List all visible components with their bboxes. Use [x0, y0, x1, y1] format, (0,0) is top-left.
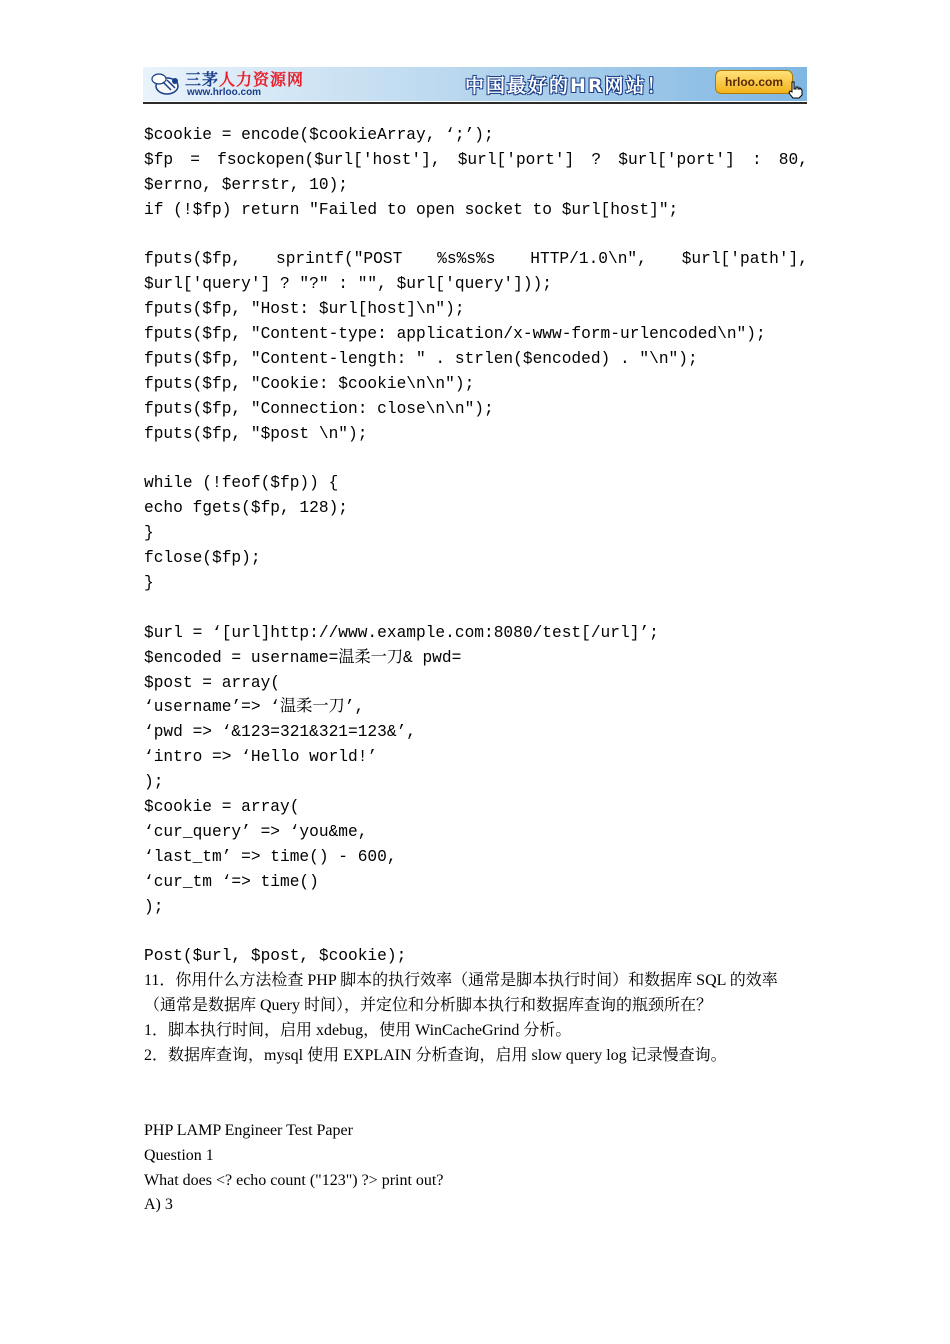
code-line — [144, 148, 808, 173]
document-body — [144, 123, 808, 1218]
code-token: 80, — [778, 150, 808, 169]
code-line: $cookie = encode($cookieArray, ‘;’); — [144, 126, 494, 144]
code-token: $url['path'], — [681, 250, 808, 269]
answer-point-2: 2．数据库查询，mysql 使用 EXPLAIN 分析查询，启用 slow query log 记录慢查询。 — [144, 1047, 727, 1064]
code-token: : — [751, 150, 762, 169]
code-token: = — [190, 150, 200, 169]
code-line: $cookie = array( — [144, 798, 300, 817]
code-blank-line — [144, 920, 808, 945]
code-blank-line — [144, 447, 808, 472]
code-line: echo fgets($fp, 128); — [144, 499, 348, 518]
code-token: HTTP/1.0\n", — [530, 250, 647, 269]
paper-title: PHP LAMP Engineer Test Paper — [144, 1121, 353, 1139]
banner-slogan: 中国最好的HR网站！ — [465, 75, 668, 97]
code-line: while (!feof($fp)) { — [144, 474, 339, 493]
code-line: $errno, $errstr, 10); — [144, 175, 348, 194]
code-line: fputs($fp, "$post \n"); — [144, 424, 368, 443]
code-line: fputs($fp, "Cookie: $cookie\n\n"); — [144, 374, 475, 393]
code-line: if (!$fp) return "Failed to open socket to $url[host]"; — [144, 200, 679, 219]
code-token: sprintf("POST — [276, 250, 403, 269]
code-line: ‘cur_tm ‘=> time() — [144, 872, 319, 891]
code-line: ‘username’=> ‘温柔一刀’, — [144, 698, 365, 717]
section-spacer — [144, 1069, 808, 1119]
code-token: $url['port'] — [618, 150, 735, 169]
option-a: A) 3 — [144, 1196, 173, 1214]
header-banner[interactable] — [143, 67, 807, 101]
code-line: fputs($fp, "Content-type: application/x-www-form-urlencoded\n"); — [144, 325, 766, 344]
question-text: What does <? echo count ("123") ?> print out? — [144, 1171, 444, 1189]
question-11-line-1: 11．你用什么方法检查 PHP 脚本的执行效率（通常是脚本执行时间）和数据库 SQL 的效率 — [144, 972, 778, 990]
code-line: Post($url, $post, $cookie); — [144, 947, 407, 966]
hand-cursor-icon — [787, 81, 803, 99]
brand-url: www.hrloo.com — [187, 87, 262, 98]
code-line: $url = ‘[url]http://www.example.com:8080/test[/url]’; — [144, 623, 659, 642]
code-line: ‘last_tm’ => time() - 600, — [144, 847, 397, 866]
bee-logo-icon — [147, 69, 183, 99]
code-line: ); — [144, 897, 164, 916]
code-line: $encoded = username=温柔一刀& pwd= — [144, 648, 462, 667]
code-token: $fp — [144, 150, 174, 169]
code-line: $url['query'] ? "?" : "", $url['query'])); — [144, 275, 552, 294]
code-line: fputs($fp, "Content-length: " . strlen($encoded) . "\n"); — [144, 350, 698, 369]
code-line: ); — [144, 773, 164, 792]
code-blank-line — [144, 596, 808, 621]
code-line: fputs($fp, "Connection: close\n\n"); — [144, 399, 494, 418]
code-token: %s%s%s — [437, 250, 496, 269]
code-line: } — [144, 574, 154, 593]
code-line: fputs($fp, "Host: $url[host]\n"); — [144, 300, 465, 319]
hrloo-site-button[interactable]: hrloo.com — [715, 70, 793, 94]
code-line: } — [144, 524, 154, 543]
brand-name: 三茅人力资源网 — [185, 70, 305, 89]
code-blank-line — [144, 223, 808, 248]
code-line: ‘cur_query’ => ‘you&me, — [144, 822, 368, 841]
code-token: fputs($fp, — [144, 250, 242, 269]
code-line: $post = array( — [144, 673, 280, 692]
code-token: fsockopen($url['host'], — [217, 150, 441, 169]
code-line — [144, 247, 808, 272]
question-11-line-2: （通常是数据库 Query 时间），并定位和分析脚本执行和数据库查询的瓶颈所在？ — [144, 997, 712, 1015]
answer-point-1: 1．脚本执行时间，启用 xdebug，使用 WinCacheGrind 分析。 — [144, 1022, 572, 1040]
code-line: ‘intro => ‘Hello world!’ — [144, 748, 378, 767]
code-token: ? — [591, 150, 602, 169]
code-line: fclose($fp); — [144, 549, 261, 568]
header-divider — [143, 102, 807, 104]
code-token: $url['port'] — [457, 150, 575, 169]
code-line: ‘pwd => ‘&123=321&321=123&’, — [144, 723, 416, 742]
php-code-block — [144, 123, 808, 969]
question-label: Question 1 — [144, 1146, 214, 1164]
